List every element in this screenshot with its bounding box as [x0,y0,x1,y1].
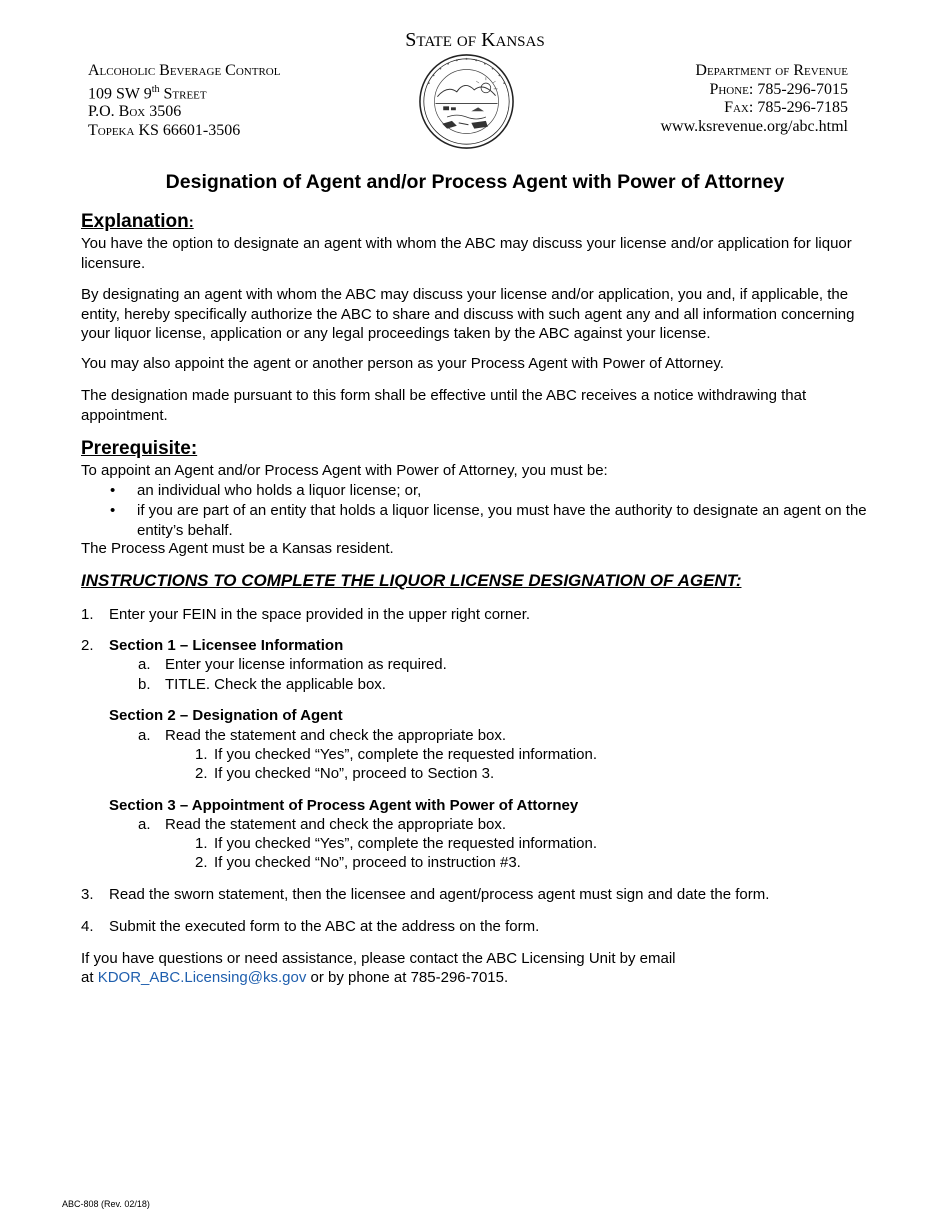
section-2-sub-2-label: 2. [195,765,208,782]
contact-suffix: or by phone at 785-296-7015. [306,969,509,986]
bullet-icon: • [110,502,116,519]
step-3-text: Read the sworn statement, then the licensee and agent/process agent must sign and date the form. [109,886,770,903]
abc-line3: P.O. Box 3506 [88,103,182,121]
explanation-paragraph-4: The designation made pursuant to this form shall be effective until the ABC receives a notice withdrawing that appointment. [81,387,807,424]
state-title-k: K [481,29,496,51]
prerequisite-bullet-1: an individual who holds a liquor license; or, [137,482,422,499]
abc-line1: Alcoholic Beverage Control [88,62,281,79]
step-4-text: Submit the executed form to the ABC at the address on the form. [109,918,540,935]
state-title-tate: TATE [416,34,452,50]
state-title-of: OF [456,34,477,50]
dor-phone [660,81,848,100]
prerequisite-intro: To appoint an Agent and/or Process Agent with Power of Attorney, you must be: [81,462,608,479]
abc-line2-sup: th [151,83,160,95]
form-id: ABC-808 (Rev. 02/18) [62,1199,150,1209]
section-3-sub-1: If you checked “Yes”, complete the requested information. [214,835,597,852]
dor-line1: Department of Revenue [695,62,848,79]
document-title: Designation of Agent and/or Process Agent with Power of Attorney [165,171,785,193]
step-4-number: 4. [81,918,94,935]
section-1-title: Section 1 – Licensee Information [109,637,344,654]
abc-line2-suffix: Street [159,84,207,102]
abc-address [88,62,280,140]
abc-line4: Topeka KS 66601-3506 [88,121,241,139]
dor-website[interactable]: www.ksrevenue.org/abc.html [660,117,848,135]
section-2-sub-2: If you checked “No”, proceed to Section 3. [214,765,495,782]
phone-value: : 785-296-7015 [748,80,848,98]
fax-value: : 785-296-7185 [748,99,848,116]
fax-label: Fax [724,99,749,116]
section-2-item-a: Read the statement and check the appropriate box. [165,727,507,744]
dor-fax [660,99,848,118]
explanation-paragraph-2: By designating an agent with whom the ABC may discuss your license and/or application, you and, if applicable, the entity, hereby specifically authorize the ABC to share and discuss with such agent any and all information concerning your liquor license, application or any legal proceedings taken by the ABC against your license. [81,286,855,342]
phone-label: Phone [709,80,749,98]
section-2-item-a-label: a. [138,727,151,744]
explanation-paragraph-3: You may also appoint the agent or another person as your Process Agent with Power of Attorney. [81,355,724,372]
section-3-sub-2: If you checked “No”, proceed to instruction #3. [214,854,521,871]
section-1-item-b-label: b. [138,676,151,693]
prerequisite-heading: Prerequisite: [81,438,198,459]
dor-address [660,62,848,136]
contact-at: at [81,969,98,986]
bullet-icon: • [110,482,116,499]
section-2-sub-1-label: 1. [195,746,208,763]
explanation-heading [81,211,881,234]
state-title [0,28,950,54]
section-2-sub-1: If you checked “Yes”, complete the requested information. [214,746,597,763]
explanation-heading-text: Explanation [81,211,189,232]
section-3-sub-1-label: 1. [195,835,208,852]
step-1-text: Enter your FEIN in the space provided in the upper right corner. [109,606,531,623]
step-1-number: 1. [81,606,94,623]
section-3-title: Section 3 – Appointment of Process Agent with Power of Attorney [109,797,579,814]
instructions-heading: INSTRUCTIONS TO COMPLETE THE LIQUOR LICENSE DESIGNATION OF AGENT: [81,571,742,590]
explanation-heading-colon: : [188,214,194,231]
section-1-item-a: Enter your license information as required. [165,656,447,673]
explanation-paragraph-1: You have the option to designate an agent with whom the ABC may discuss your license and/or application for liquor licensure. [81,235,852,272]
section-3-item-a: Read the statement and check the appropriate box. [165,816,507,833]
kansas-state-seal-icon [418,53,515,150]
section-3-item-a-label: a. [138,816,151,833]
section-1-item-b: TITLE. Check the applicable box. [165,676,386,693]
state-title-ansas: ANSAS [495,34,545,50]
contact-line-2 [81,968,881,988]
step-2-number: 2. [81,637,94,654]
section-2-title: Section 2 – Designation of Agent [109,707,343,724]
abc-line2 [88,81,280,104]
step-3-number: 3. [81,886,94,903]
section-3-sub-2-label: 2. [195,854,208,871]
email-link[interactable]: KDOR_ABC.Licensing@ks.gov [97,969,307,986]
state-title-s: S [405,29,417,51]
prerequisite-bullet-2: if you are part of an entity that holds a liquor license, you must have the authority to designate an agent on the entity’s behalf. [137,502,867,539]
prerequisite-note: The Process Agent must be a Kansas resident. [81,540,394,557]
section-1-item-a-label: a. [138,656,151,673]
abc-line2-prefix: 109 SW 9 [88,84,152,102]
contact-line-1: If you have questions or need assistance, please contact the ABC Licensing Unit by email [81,950,676,967]
